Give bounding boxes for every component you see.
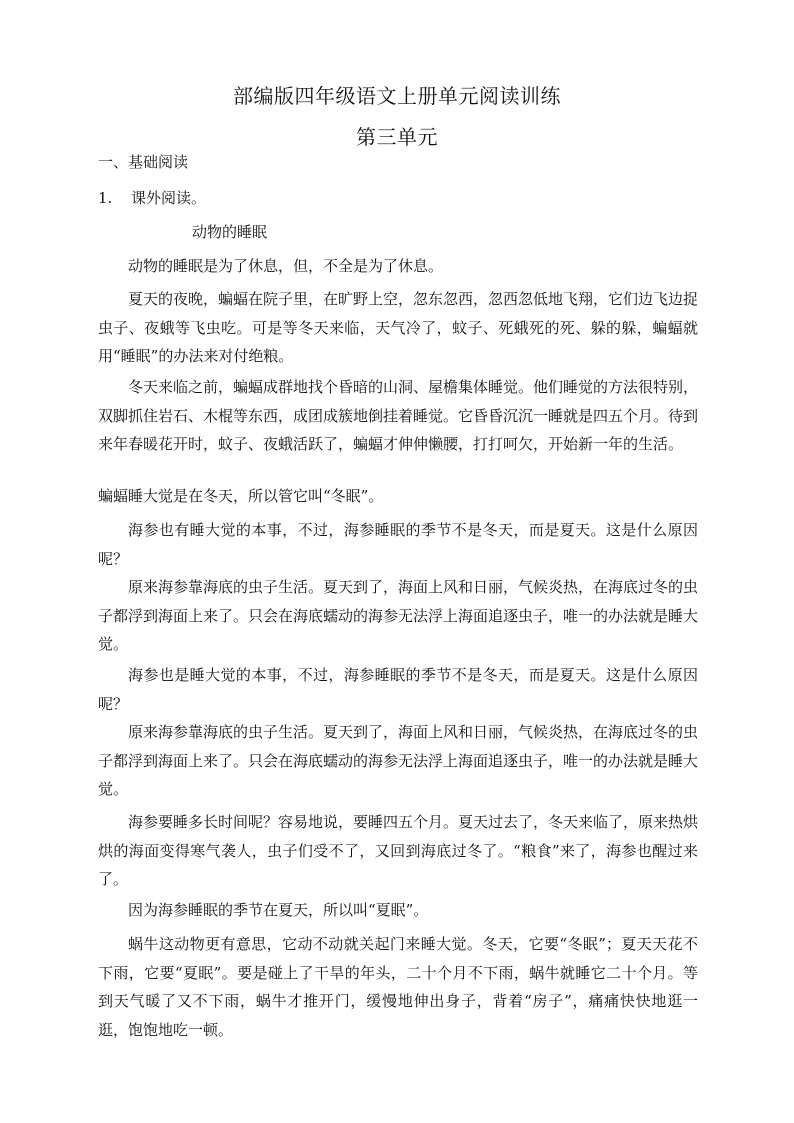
paragraph: 海参要睡多长时间呢？容易地说，要睡四五个月。夏天过去了，冬天来临了，原来热烘烘的海面变得寒气袭人，虫子们受不了，又回到海底过冬了。“粮食”来了，海参也醒过来了。 [98, 813, 699, 888]
paragraph: 海参也是睡大觉的本事，不过，海参睡眠的季节不是冬天，而是夏天。这是什么原因呢？ [98, 666, 698, 713]
paragraph: 原来海参靠海底的虫子生活。夏天到了，海面上风和日丽，气候炎热，在海底过冬的虫子都浮到海面上来了。只会在海底蠕动的海参无法浮上海面追逐虫子，唯一的办法就是睡大觉。 [98, 723, 699, 798]
paragraph: 原来海参靠海底的虫子生活。夏天到了，海面上风和日丽，气候炎热，在海底过冬的虫子都浮到海面上来了。只会在海底蠕动的海参无法浮上海面追逐虫子，唯一的办法就是睡大觉。 [98, 578, 699, 653]
paragraph: 冬天来临之前，蝙蝠成群地找个昏暗的山洞、屋檐集体睡觉。他们睡觉的方法很特别，双脚抓住岩石、木棍等东西，成团成簇地倒挂着睡觉。它昏昏沉沉一睡就是四五个月。待到来年春暖花开时，蚊子、夜蛾活跃了，蝙蝠才伸伸懒腰，打打呵欠，开始新一年的生活。 [98, 378, 699, 453]
paragraph: 夏天的夜晚，蝙蝠在院子里，在旷野上空，忽东忽西，忽西忽低地飞翔，它们边飞边捉虫子、夜蛾等飞虫吃。可是等冬天来临，天气冷了，蚊子、死蛾死的死、躲的躲，蝙蝠就用“睡眠”的办法来对付绝粮。 [98, 290, 699, 365]
question-label: 课外阅读。 [131, 189, 207, 207]
paragraph: 因为海参睡眠的季节在夏天，所以叫“夏眠”。 [128, 901, 429, 919]
paragraph: 动物的睡眠是为了休息，但，不全是为了休息。 [128, 257, 444, 275]
document-title: 部编版四年级语文上册单元阅读训练 [233, 84, 561, 108]
section-heading: 一、基础阅读 [98, 153, 189, 171]
paragraph: 蝙蝠睡大觉是在冬天，所以管它叫“冬眠”。 [98, 487, 384, 505]
question-number: 1. [98, 189, 113, 207]
paragraph: 蜗牛这动物更有意思，它动不动就关起门来睡大觉。冬天，它要“冬眠”；夏天天花不下雨，它要“夏眠”。要是碰上了干旱的年头，二十个月不下雨，蜗牛就睡它二十个月。等到天气暖了又不下雨，蜗牛才推开门，缓慢地伸出身子，背着“房子”，痛痛快快地逛一逛，饱饱地吃一顿。 [98, 935, 698, 1039]
passage-title: 动物的睡眠 [192, 223, 268, 241]
unit-heading: 第三单元 [356, 125, 438, 149]
paragraph: 海参也有睡大觉的本事，不过，海参睡眠的季节不是冬天，而是夏天。这是什么原因呢？ [98, 521, 698, 568]
